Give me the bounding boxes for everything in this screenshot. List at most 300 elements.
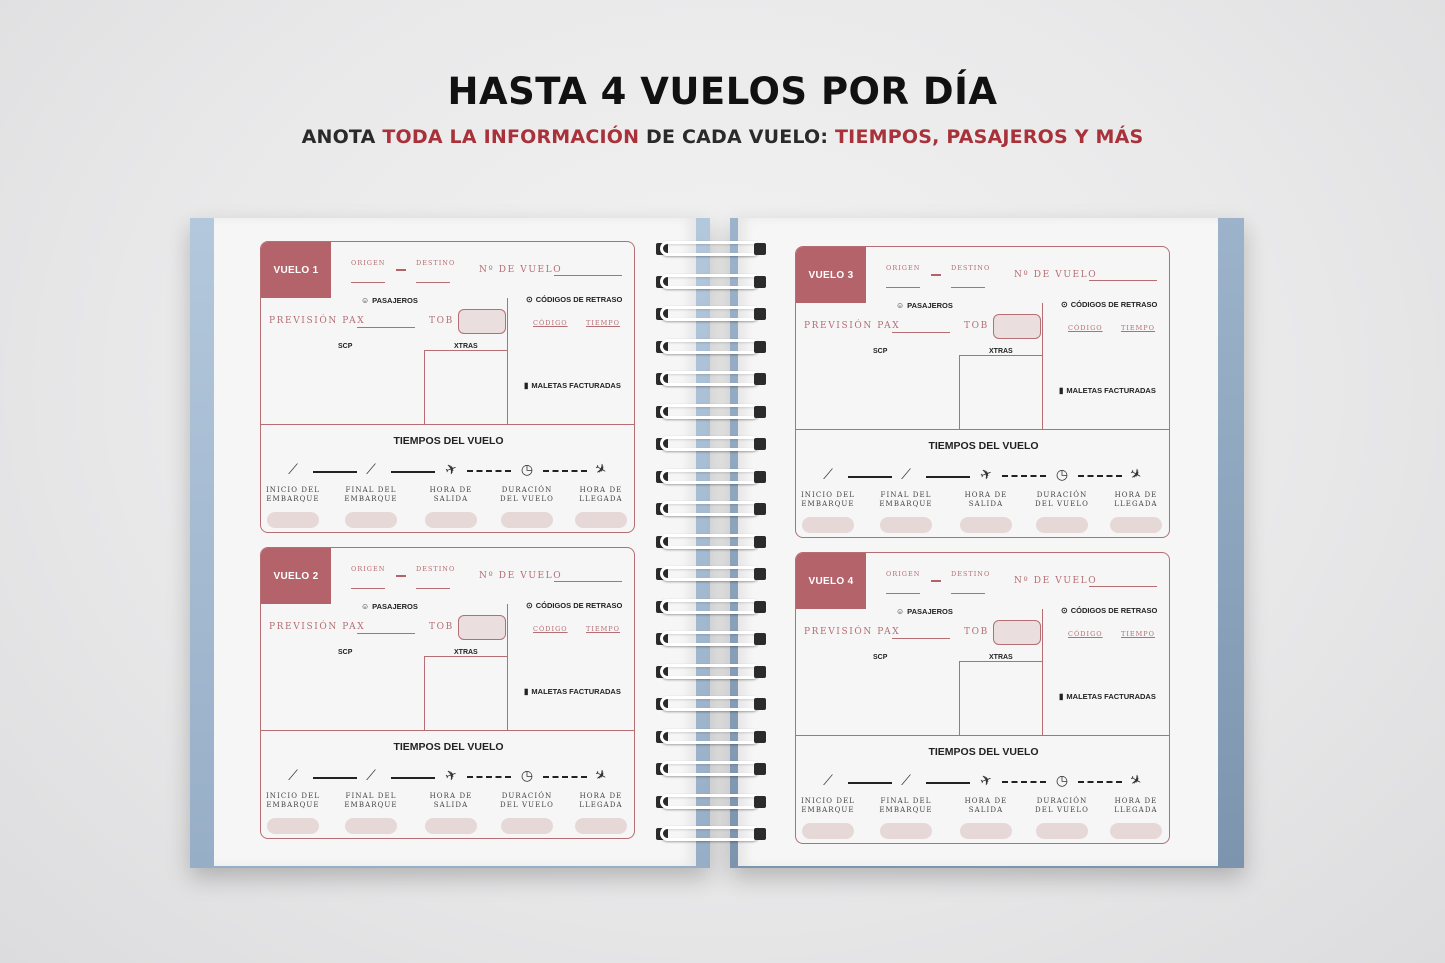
escalator-up-icon: ⟋: [288, 461, 298, 477]
spiral-ring: [650, 338, 770, 356]
step-label: [1027, 797, 1097, 815]
tiempos-title: TIEMPOS DEL VUELO: [928, 440, 1039, 452]
ring-hole: [754, 796, 766, 808]
delay-clock-icon: ⊙: [526, 601, 533, 610]
codigos-label: [1061, 606, 1157, 615]
divider-horizontal: [261, 424, 635, 425]
timeline-connector: [467, 470, 511, 472]
step-label-line2: EMBARQUE: [801, 500, 855, 508]
step-label-line2: SALIDA: [433, 495, 469, 503]
pasajeros-label: [361, 602, 418, 611]
spiral-binding: [650, 240, 770, 850]
flight-tag: VUELO 1: [261, 242, 331, 298]
step-label-line2: EMBARQUE: [266, 495, 320, 503]
codigo-label: CÓDIGO: [1068, 324, 1103, 332]
step-label-line1: HORA DE: [1114, 797, 1158, 805]
timeline-connector: [1002, 475, 1046, 477]
timeline-connector: [313, 777, 357, 779]
maletas-text: MALETAS FACTURADAS: [1066, 386, 1156, 395]
flight-number-label: Nº DE VUELO: [1014, 270, 1098, 280]
timeline-connector: [1078, 475, 1122, 477]
route-dash: [396, 269, 406, 271]
step-label-line2: DEL VUELO: [500, 495, 554, 503]
ring-hole: [754, 308, 766, 320]
codigos-text: CÓDIGOS DE RETRASO: [535, 295, 623, 304]
step-label-line1: FINAL DEL: [345, 486, 397, 494]
tiempos-title: TIEMPOS DEL VUELO: [928, 746, 1039, 758]
codigo-label: CÓDIGO: [533, 625, 568, 633]
step-label: [336, 792, 406, 810]
timeline-connector: [1002, 781, 1046, 783]
time-field[interactable]: [267, 818, 319, 834]
origen-label: ORIGEN: [886, 264, 921, 272]
step-label-line1: HORA DE: [964, 797, 1008, 805]
divider-vertical: [1042, 609, 1043, 735]
spiral-ring: [650, 565, 770, 583]
ring-wire: [660, 794, 760, 809]
escalator-icon: ⟋: [901, 772, 911, 788]
ring-wire: [660, 274, 760, 289]
scp-label: SCP: [338, 343, 353, 350]
maletas-label: [1059, 692, 1156, 701]
ring-hole: [754, 601, 766, 613]
step-label: [260, 792, 328, 810]
timeline-connector: [848, 476, 892, 478]
ring-hole: [754, 828, 766, 840]
step-label-line2: SALIDA: [968, 806, 1004, 814]
suitcase-icon: ▮: [524, 381, 529, 390]
codigos-label: [1061, 300, 1157, 309]
plane-takeoff-icon: ✈: [977, 770, 995, 790]
pasajeros-text: PASAJEROS: [907, 607, 953, 616]
escalator-icon: ⟋: [901, 466, 911, 482]
step-label: [1101, 797, 1170, 815]
maletas-text: MALETAS FACTURADAS: [1066, 692, 1156, 701]
ring-hole: [754, 341, 766, 353]
step-label-line1: DURACIÓN: [501, 792, 553, 800]
step-label-line1: DURACIÓN: [501, 486, 553, 494]
time-field[interactable]: [1036, 517, 1088, 533]
time-field[interactable]: [802, 823, 854, 839]
time-field[interactable]: [1110, 823, 1162, 839]
plane-takeoff-icon: ✈: [442, 765, 460, 785]
flight-card: [795, 552, 1170, 844]
spiral-ring: [650, 533, 770, 551]
time-field[interactable]: [960, 823, 1012, 839]
flight-number-label: Nº DE VUELO: [479, 265, 563, 275]
divider-horizontal: [424, 656, 507, 657]
flight-card: [260, 547, 635, 839]
ring-wire: [660, 826, 760, 841]
headline: HASTA 4 VUELOS POR DÍA: [447, 70, 998, 113]
spiral-ring: [650, 728, 770, 746]
prevision-line[interactable]: [357, 327, 415, 328]
ring-hole: [754, 633, 766, 645]
time-field[interactable]: [267, 512, 319, 528]
escalator-up-icon: ⟋: [823, 772, 833, 788]
step-label-line2: DEL VUELO: [500, 801, 554, 809]
prevision-line[interactable]: [892, 638, 950, 639]
step-label-line1: INICIO DEL: [265, 486, 321, 494]
step-label: [336, 486, 406, 504]
step-label: [492, 486, 562, 504]
codigos-text: CÓDIGOS DE RETRASO: [1070, 300, 1158, 309]
plane-landing-icon: ✈: [591, 459, 611, 479]
spiral-ring: [650, 663, 770, 681]
plane-takeoff-icon: ✈: [977, 464, 995, 484]
pasajeros-label: [361, 296, 418, 305]
step-label-line2: EMBARQUE: [801, 806, 855, 814]
suitcase-icon: ▮: [1059, 692, 1064, 701]
timeline-connector: [467, 776, 511, 778]
time-field[interactable]: [501, 818, 553, 834]
timeline-connector: [926, 476, 970, 478]
spiral-ring: [650, 630, 770, 648]
origen-line[interactable]: [886, 287, 920, 288]
step-label: [871, 797, 941, 815]
tob-label: TOB: [429, 622, 454, 632]
step-label-line1: INICIO DEL: [800, 797, 856, 805]
tob-label: TOB: [429, 316, 454, 326]
divider-horizontal: [959, 661, 1042, 662]
scp-label: SCP: [338, 649, 353, 656]
codigos-label: [526, 601, 622, 610]
spiral-ring: [650, 695, 770, 713]
maletas-text: MALETAS FACTURADAS: [531, 381, 621, 390]
ring-wire: [660, 404, 760, 419]
clock-icon: ◷: [520, 461, 534, 477]
ring-wire: [660, 761, 760, 776]
step-label-line1: HORA DE: [964, 491, 1008, 499]
delay-clock-icon: ⊙: [1061, 606, 1068, 615]
step-label: [566, 486, 635, 504]
ring-hole: [754, 698, 766, 710]
maletas-label: [524, 687, 621, 696]
step-label-line1: INICIO DEL: [265, 792, 321, 800]
divider-horizontal: [261, 730, 635, 731]
step-label: [795, 491, 863, 509]
step-label: [416, 792, 486, 810]
time-field[interactable]: [345, 512, 397, 528]
plane-takeoff-icon: ✈: [442, 459, 460, 479]
delay-clock-icon: ⊙: [1061, 300, 1068, 309]
step-label-line2: DEL VUELO: [1035, 500, 1089, 508]
flight-tag: VUELO 3: [796, 247, 866, 303]
step-label: [951, 797, 1021, 815]
tiempo-label: TIEMPO: [586, 319, 621, 327]
ring-wire: [660, 241, 760, 256]
timeline-connector: [848, 782, 892, 784]
flight-card: [795, 246, 1170, 538]
divider-vertical: [424, 656, 425, 730]
prevision-label: PREVISIÓN PAX: [269, 622, 366, 632]
ring-wire: [660, 436, 760, 451]
ring-hole: [754, 406, 766, 418]
ring-wire: [660, 339, 760, 354]
step-label-line1: DURACIÓN: [1036, 491, 1088, 499]
ring-hole: [754, 276, 766, 288]
step-label: [416, 486, 486, 504]
spiral-ring: [650, 273, 770, 291]
suitcase-icon: ▮: [524, 687, 529, 696]
ring-wire: [660, 729, 760, 744]
flight-number-line[interactable]: [1089, 586, 1157, 587]
step-label-line1: HORA DE: [579, 792, 623, 800]
timeline-connector: [391, 777, 435, 779]
prevision-label: PREVISIÓN PAX: [804, 627, 901, 637]
spiral-ring: [650, 500, 770, 518]
step-label-line1: HORA DE: [1114, 491, 1158, 499]
step-label-line2: LLEGADA: [1114, 500, 1158, 508]
tiempos-title: TIEMPOS DEL VUELO: [393, 741, 504, 753]
step-label-line1: FINAL DEL: [880, 491, 932, 499]
spiral-ring: [650, 305, 770, 323]
step-label: [1101, 491, 1170, 509]
flight-tag: VUELO 4: [796, 553, 866, 609]
flight-number-line[interactable]: [554, 581, 622, 582]
origen-label: ORIGEN: [351, 259, 386, 267]
route-dash: [396, 575, 406, 577]
tob-label: TOB: [964, 321, 989, 331]
destino-label: DESTINO: [951, 264, 991, 272]
time-field[interactable]: [575, 818, 627, 834]
xtras-label: XTRAS: [454, 343, 478, 350]
spiral-ring: [650, 240, 770, 258]
tiempo-label: TIEMPO: [1121, 630, 1156, 638]
step-label-line1: HORA DE: [579, 486, 623, 494]
tiempo-label: TIEMPO: [586, 625, 621, 633]
origen-line[interactable]: [351, 588, 385, 589]
spiral-ring: [650, 598, 770, 616]
delay-clock-icon: ⊙: [526, 295, 533, 304]
divider-vertical: [959, 661, 960, 735]
step-label: [951, 491, 1021, 509]
spiral-ring: [650, 370, 770, 388]
pasajeros-label: [896, 607, 953, 616]
origen-line[interactable]: [886, 593, 920, 594]
timeline-connector: [543, 776, 587, 778]
time-field[interactable]: [880, 823, 932, 839]
destino-line[interactable]: [951, 593, 985, 594]
destino-label: DESTINO: [951, 570, 991, 578]
codigo-label: CÓDIGO: [1068, 630, 1103, 638]
flight-number-label: Nº DE VUELO: [479, 571, 563, 581]
ring-hole: [754, 243, 766, 255]
subline-part1: ANOTA: [301, 126, 383, 148]
time-field[interactable]: [425, 512, 477, 528]
time-field[interactable]: [345, 818, 397, 834]
origen-label: ORIGEN: [351, 565, 386, 573]
ring-hole: [754, 503, 766, 515]
ring-wire: [660, 599, 760, 614]
time-field[interactable]: [575, 512, 627, 528]
step-label: [795, 797, 863, 815]
flight-card: [260, 241, 635, 533]
escalator-icon: ⟋: [366, 767, 376, 783]
scp-label: SCP: [873, 654, 888, 661]
plane-landing-icon: ✈: [591, 765, 611, 785]
scp-label: SCP: [873, 348, 888, 355]
step-label-line1: FINAL DEL: [345, 792, 397, 800]
step-label-line2: LLEGADA: [1114, 806, 1158, 814]
ring-hole: [754, 731, 766, 743]
passengers-icon: ☺: [896, 607, 905, 616]
destino-label: DESTINO: [416, 259, 456, 267]
ring-wire: [660, 534, 760, 549]
clock-icon: ◷: [1055, 466, 1069, 482]
step-label-line2: LLEGADA: [579, 801, 623, 809]
time-field[interactable]: [880, 517, 932, 533]
spiral-ring: [650, 468, 770, 486]
xtras-label: XTRAS: [454, 649, 478, 656]
ring-wire: [660, 501, 760, 516]
divider-horizontal: [796, 429, 1170, 430]
divider-vertical: [507, 298, 508, 424]
divider-vertical: [507, 604, 508, 730]
codigos-text: CÓDIGOS DE RETRASO: [535, 601, 623, 610]
spiral-ring: [650, 403, 770, 421]
step-label-line2: LLEGADA: [579, 495, 623, 503]
step-label: [1027, 491, 1097, 509]
origen-label: ORIGEN: [886, 570, 921, 578]
flight-tag: VUELO 2: [261, 548, 331, 604]
destino-line[interactable]: [951, 287, 985, 288]
escalator-icon: ⟋: [366, 461, 376, 477]
timeline-connector: [543, 470, 587, 472]
ring-hole: [754, 373, 766, 385]
timeline-connector: [391, 471, 435, 473]
flight-number-label: Nº DE VUELO: [1014, 576, 1098, 586]
maletas-label: [524, 381, 621, 390]
divider-vertical: [959, 355, 960, 429]
ring-hole: [754, 438, 766, 450]
time-field[interactable]: [960, 517, 1012, 533]
maletas-label: [1059, 386, 1156, 395]
prevision-label: PREVISIÓN PAX: [804, 321, 901, 331]
time-field[interactable]: [425, 818, 477, 834]
subline-accent2: TIEMPOS, PASAJEROS Y MÁS: [835, 126, 1144, 148]
divider-vertical: [1042, 303, 1043, 429]
divider-horizontal: [424, 350, 507, 351]
pasajeros-label: [896, 301, 953, 310]
step-label-line2: DEL VUELO: [1035, 806, 1089, 814]
destino-line[interactable]: [416, 588, 450, 589]
prevision-line[interactable]: [357, 633, 415, 634]
tob-field[interactable]: [458, 615, 506, 640]
subheadline: [0, 126, 1445, 148]
clock-icon: ◷: [1055, 772, 1069, 788]
route-dash: [931, 274, 941, 276]
ring-wire: [660, 371, 760, 386]
ring-wire: [660, 696, 760, 711]
pasajeros-text: PASAJEROS: [907, 301, 953, 310]
tiempo-label: TIEMPO: [1121, 324, 1156, 332]
flight-number-line[interactable]: [1089, 280, 1157, 281]
xtras-label: XTRAS: [989, 654, 1013, 661]
timeline-connector: [313, 471, 357, 473]
subline-part2: DE CADA VUELO:: [639, 126, 836, 148]
time-field[interactable]: [802, 517, 854, 533]
subline-accent1: TODA LA INFORMACIÓN: [382, 126, 640, 148]
pasajeros-text: PASAJEROS: [372, 296, 418, 305]
step-label-line2: EMBARQUE: [344, 801, 398, 809]
ring-hole: [754, 568, 766, 580]
step-label-line1: FINAL DEL: [880, 797, 932, 805]
timeline-connector: [1078, 781, 1122, 783]
time-field[interactable]: [1036, 823, 1088, 839]
tob-field[interactable]: [993, 314, 1041, 339]
plane-landing-icon: ✈: [1126, 770, 1146, 790]
ring-hole: [754, 763, 766, 775]
step-label: [566, 792, 635, 810]
passengers-icon: ☺: [361, 296, 370, 305]
tiempos-title: TIEMPOS DEL VUELO: [393, 435, 504, 447]
step-label-line2: EMBARQUE: [879, 500, 933, 508]
escalator-up-icon: ⟋: [288, 767, 298, 783]
ring-hole: [754, 536, 766, 548]
prevision-line[interactable]: [892, 332, 950, 333]
tob-field[interactable]: [458, 309, 506, 334]
step-label: [260, 486, 328, 504]
step-label: [871, 491, 941, 509]
ring-wire: [660, 631, 760, 646]
destino-label: DESTINO: [416, 565, 456, 573]
spiral-ring: [650, 825, 770, 843]
tob-label: TOB: [964, 627, 989, 637]
step-label-line1: DURACIÓN: [1036, 797, 1088, 805]
time-field[interactable]: [501, 512, 553, 528]
step-label-line1: HORA DE: [429, 792, 473, 800]
time-field[interactable]: [1110, 517, 1162, 533]
step-label-line2: EMBARQUE: [344, 495, 398, 503]
step-label-line2: SALIDA: [968, 500, 1004, 508]
spiral-ring: [650, 760, 770, 778]
route-dash: [931, 580, 941, 582]
step-label-line1: HORA DE: [429, 486, 473, 494]
ring-wire: [660, 664, 760, 679]
codigos-text: CÓDIGOS DE RETRASO: [1070, 606, 1158, 615]
suitcase-icon: ▮: [1059, 386, 1064, 395]
tob-field[interactable]: [993, 620, 1041, 645]
codigo-label: CÓDIGO: [533, 319, 568, 327]
ring-wire: [660, 306, 760, 321]
step-label-line2: EMBARQUE: [266, 801, 320, 809]
passengers-icon: ☺: [896, 301, 905, 310]
ring-hole: [754, 471, 766, 483]
step-label-line2: EMBARQUE: [879, 806, 933, 814]
destino-line[interactable]: [416, 282, 450, 283]
ring-hole: [754, 666, 766, 678]
step-label: [492, 792, 562, 810]
origen-line[interactable]: [351, 282, 385, 283]
escalator-up-icon: ⟋: [823, 466, 833, 482]
maletas-text: MALETAS FACTURADAS: [531, 687, 621, 696]
flight-number-line[interactable]: [554, 275, 622, 276]
passengers-icon: ☺: [361, 602, 370, 611]
clock-icon: ◷: [520, 767, 534, 783]
prevision-label: PREVISIÓN PAX: [269, 316, 366, 326]
divider-vertical: [424, 350, 425, 424]
xtras-label: XTRAS: [989, 348, 1013, 355]
pasajeros-text: PASAJEROS: [372, 602, 418, 611]
codigos-label: [526, 295, 622, 304]
divider-horizontal: [796, 735, 1170, 736]
spiral-ring: [650, 793, 770, 811]
step-label-line2: SALIDA: [433, 801, 469, 809]
plane-landing-icon: ✈: [1126, 464, 1146, 484]
timeline-connector: [926, 782, 970, 784]
ring-wire: [660, 566, 760, 581]
